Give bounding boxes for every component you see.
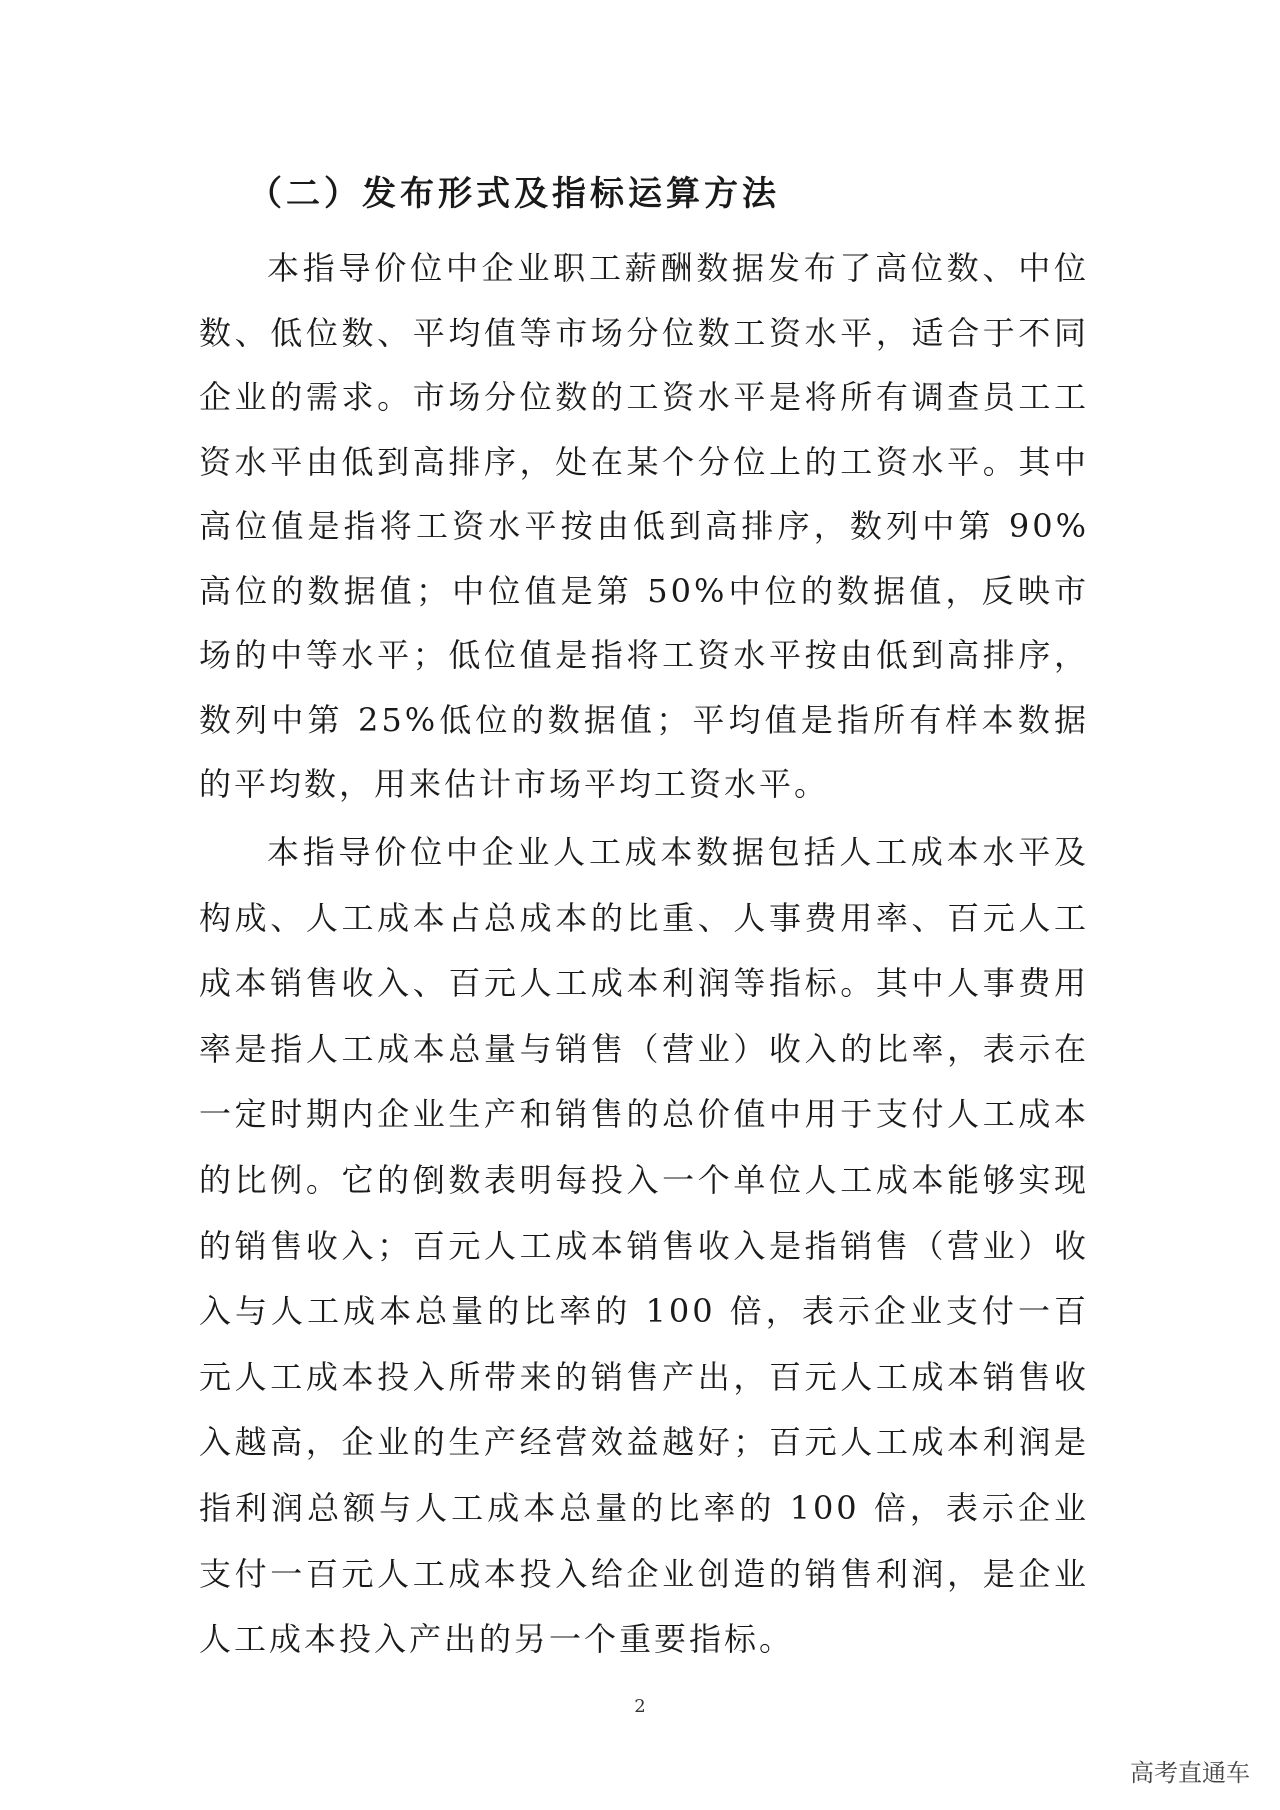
watermark-text: 高考直通车: [1130, 1759, 1250, 1787]
section-heading: （二）发布形式及指标运算方法: [248, 174, 780, 214]
paragraph-labor-cost: 本指导价位中企业人工成本数据包括人工成本水平及构成、人工成本占总成本的比重、人事费用率、百元人工成本销售收入、百元人工成本利润等指标。其中人事费用率是指人工成本总量与销售（营业）收入的比率，表示在一定时期内企业生产和销售的总价值中用于支付人工成本的比例。它的倒数表明每投入一个单位人工成本能够实现的销售收入；百元人工成本销售收入是指销售（营业）收入与人工成本总量的比率的 100 倍，表示企业支付一百元人工成本投入所带来的销售产出，百元人工成本销售收入越高，企业的生产经营效益越好；百元人工成本利润是指利润总额与人工成本总量的比率的 100 倍，表示企业支付一百元人工成本投入给企业创造的销售利润，是企业人工成本投入产出的另一个重要指标。: [199, 833, 1089, 1659]
paragraph-salary-data: 本指导价位中企业职工薪酬数据发布了高位数、中位数、低位数、平均值等市场分位数工资水平，适合于不同企业的需求。市场分位数的工资水平是将所有调查员工工资水平由低到高排序，处在某个分位上的工资水平。其中高位值是指将工资水平按由低到高排序，数列中第 90%高位的数据值；中位值是第 50%中位的数据值，反映市场的中等水平；低位值是指将工资水平按由低到高排序，数列中第 25%低位的数据值；平均值是指所有样本数据的平均数，用来估计市场平均工资水平。: [199, 249, 1089, 803]
page-number: 2: [634, 1696, 646, 1717]
